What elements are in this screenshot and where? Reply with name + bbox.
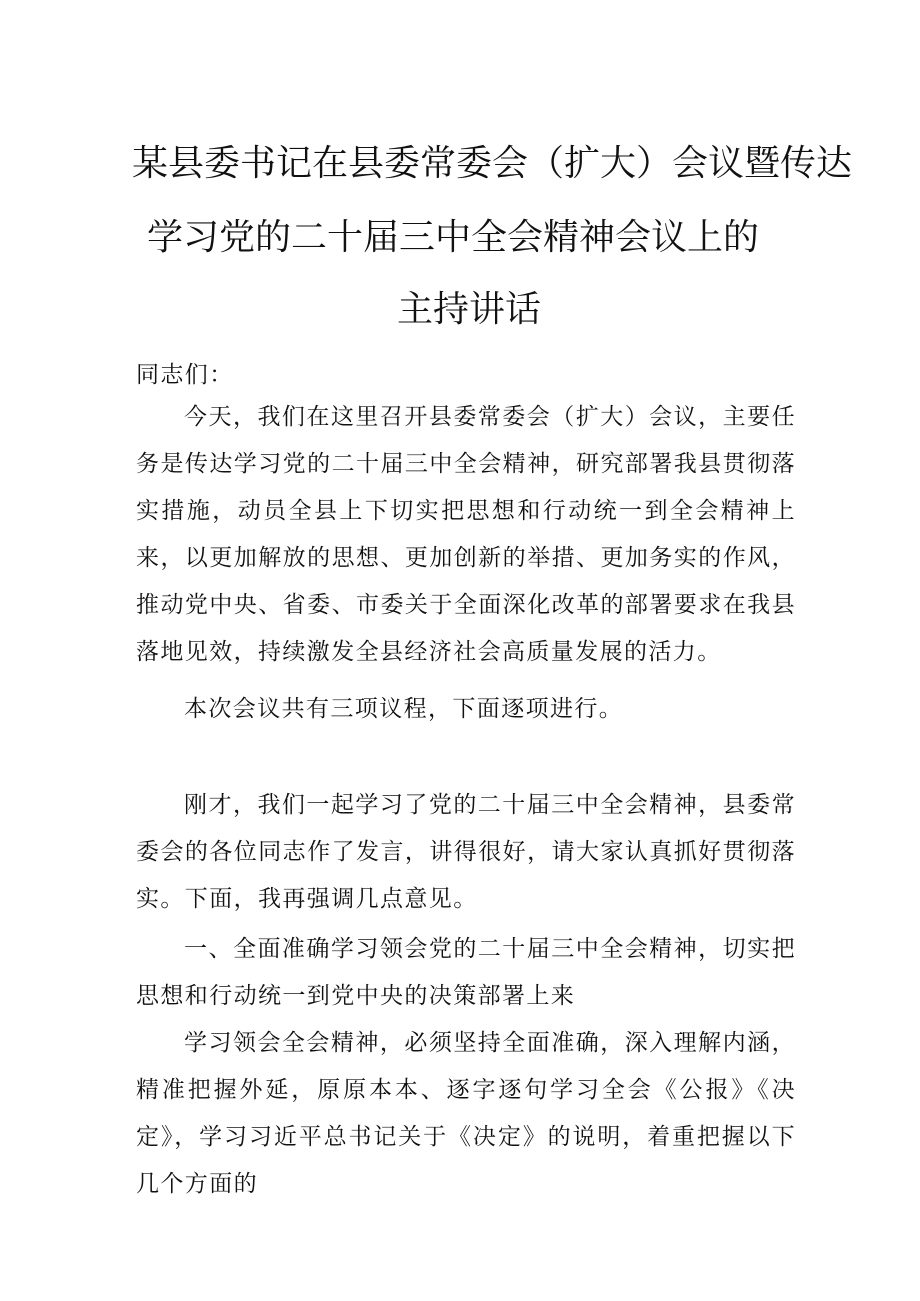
paragraph-text: 今天，我们在这里召开县委常委会（扩大）会议，主要任务是传达学习党的二十届三中全会精神，研究部署我县贯彻落实措施，动员全县上下切实把思想和行动统一到全会精神上来，以更加解放的思想、更加创新的举措、更加务实的作风，推动党中央、省委、市委关于全面深化改革的部署要求在我县落地见效，持续激发全县经济社会高质量发展的活力。 <box>136 404 796 665</box>
paragraph-agenda <box>136 686 796 733</box>
heading-text: 一、全面准确学习领会党的二十届三中全会精神，切实把思想和行动统一到党中央的决策部署上来 <box>136 936 796 1009</box>
paragraph-summary <box>136 782 796 923</box>
title-line-3: 主持讲话 <box>397 289 542 330</box>
paragraph-text: 刚才，我们一起学习了党的二十届三中全会精神，县委常委会的各位同志作了发言，讲得很好，请大家认真抓好贯彻落实。下面，我再强调几点意见。 <box>136 792 796 912</box>
section-heading-1 <box>136 926 796 1020</box>
paragraph-text: 学习领会全会精神，必须坚持全面准确，深入理解内涵，精准把握外延，原原本本、逐字逐句学习全会《公报》《决定》，学习习近平总书记关于《决定》的说明，着重把握以下几个方面的 <box>136 1030 796 1197</box>
title-line-2: 学习党的二十届三中全会精神会议上的 <box>147 217 760 258</box>
paragraph-opening <box>136 394 796 676</box>
title-line-1: 某县委书记在县委常委会（扩大）会议暨传达 <box>132 143 853 184</box>
salutation: 同志们： <box>136 362 234 388</box>
paragraph-study <box>136 1020 796 1208</box>
paragraph-text: 本次会议共有三项议程，下面逐项进行。 <box>184 696 624 722</box>
